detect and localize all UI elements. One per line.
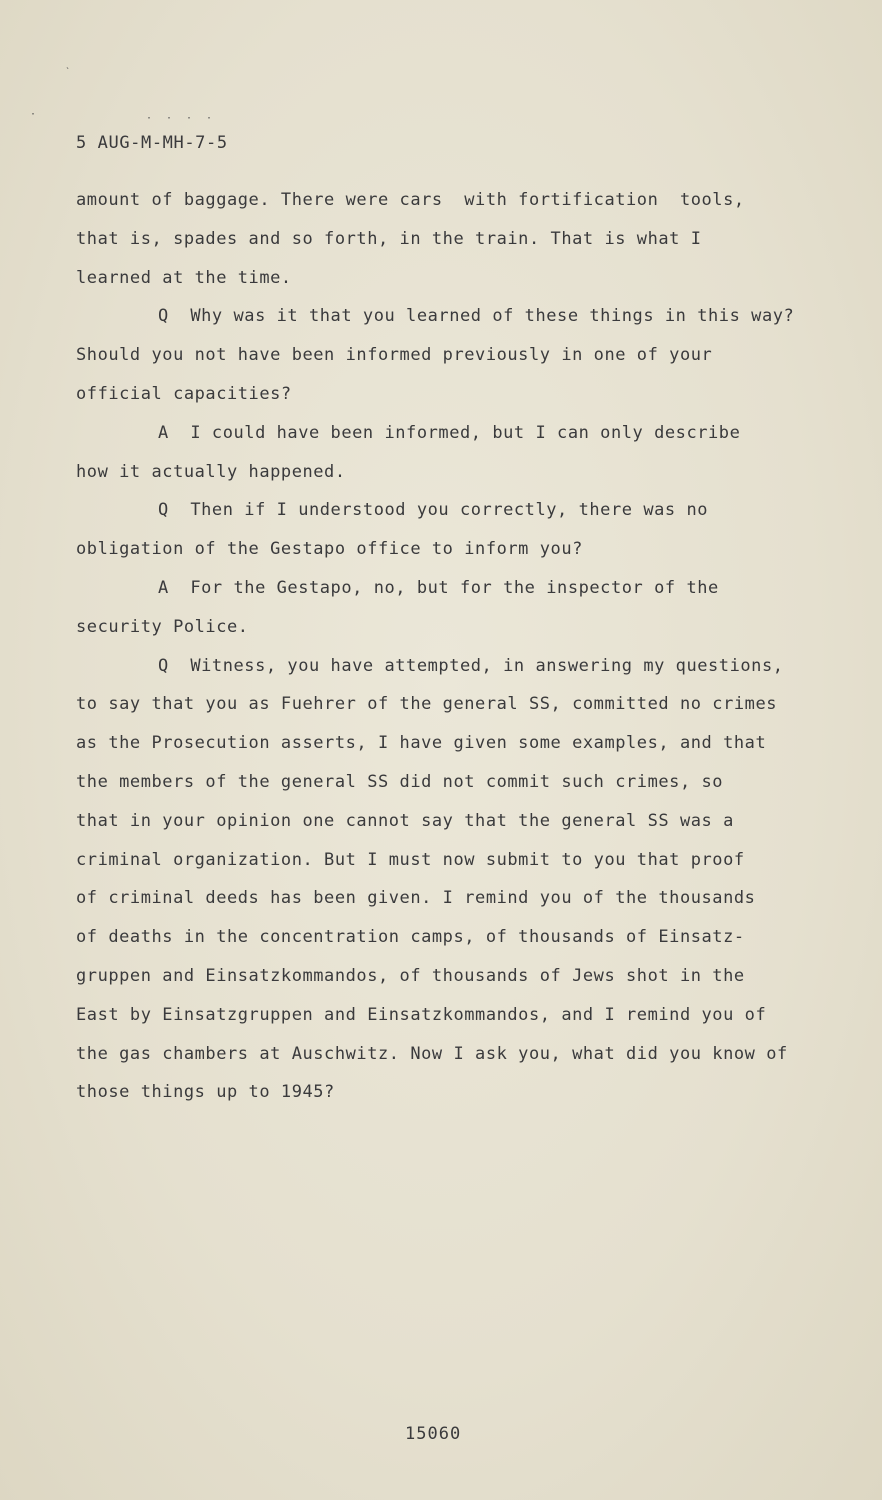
text-line: learned at the time.	[76, 267, 292, 288]
text-line: criminal organization. But I must now submit to you that proof	[76, 849, 745, 870]
question-line: Q Then if I understood you correctly, there was no	[158, 500, 709, 521]
answer-line: A For the Gestapo, no, but for the inspector of the	[158, 577, 719, 598]
text-line: of deaths in the concentration camps, of thousands of Einsatz-	[76, 927, 745, 948]
text-line: that in your opinion one cannot say that the general SS was a	[76, 810, 734, 831]
text-line: obligation of the Gestapo office to inform you?	[76, 539, 583, 560]
text-line: those things up to 1945?	[76, 1082, 335, 1103]
text-line: to say that you as Fuehrer of the general SS, committed no crimes	[76, 694, 778, 715]
margin-mark: ˋ	[65, 67, 72, 78]
text-line: Should you not have been informed previously in one of your	[76, 345, 713, 366]
question-line: Q Witness, you have attempted, in answering my questions,	[158, 655, 784, 676]
text-line: amount of baggage. There were cars with fortification tools,	[76, 190, 745, 210]
question-line: Q Why was it that you learned of these things in this way?	[158, 306, 795, 327]
document-reference: 5 AUG-M-MH-7-5	[76, 133, 228, 153]
page-number: 15060	[405, 1424, 462, 1444]
margin-mark: ·	[30, 109, 37, 120]
text-line: gruppen and Einsatzkommandos, of thousands of Jews shot in the	[76, 965, 745, 986]
text-line: security Police.	[76, 616, 249, 637]
text-line: how it actually happened.	[76, 461, 346, 482]
text-line: the gas chambers at Auschwitz. Now I ask you, what did you know of	[76, 1043, 788, 1064]
text-line: the members of the general SS did not commit such crimes, so	[76, 771, 724, 792]
answer-line: A I could have been informed, but I can only describe	[158, 422, 741, 443]
margin-mark: ····	[146, 113, 227, 124]
text-line: of criminal deeds has been given. I remind you of the thousands	[76, 888, 756, 909]
text-line: as the Prosecution asserts, I have given some examples, and that	[76, 733, 767, 754]
text-line: official capacities?	[76, 383, 292, 404]
transcript-body	[76, 187, 846, 1118]
text-line: East by Einsatzgruppen and Einsatzkommandos, and I remind you of	[76, 1004, 767, 1025]
text-line: that is, spades and so forth, in the train. That is what I	[76, 228, 702, 249]
